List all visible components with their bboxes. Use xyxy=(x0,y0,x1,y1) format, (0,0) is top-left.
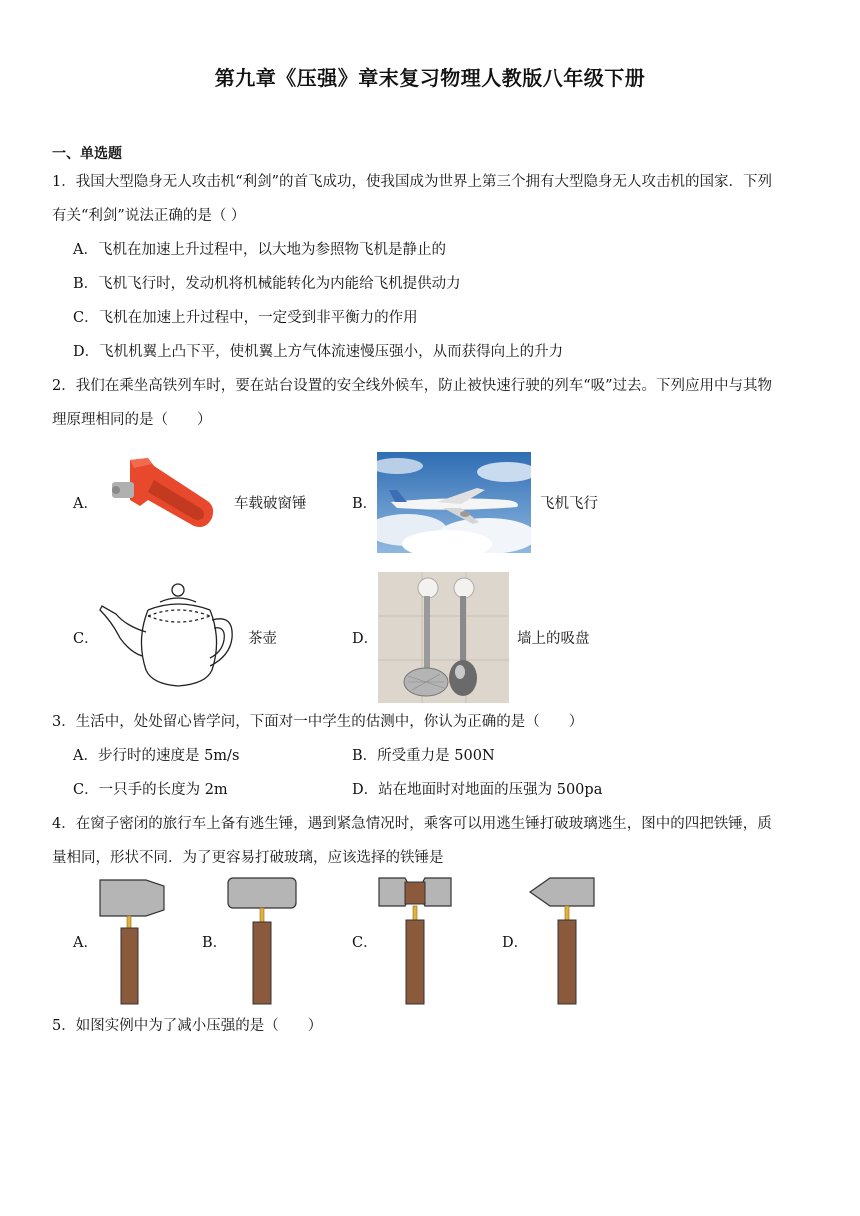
q1-option-b: B．飞机飞行时，发动机将机械能转化为内能给飞机提供动力 xyxy=(73,276,461,292)
car-window-hammer-image xyxy=(108,456,220,536)
q2-option-d-letter: D． xyxy=(352,631,379,647)
q3-stem: 3．生活中，处处留心皆学问，下面对一中学生的估测中，你认为正确的是（ ） xyxy=(52,714,584,730)
q5-stem: 5．如图实例中为了减小压强的是（ ） xyxy=(52,1018,323,1034)
q2-stem-line2: 理原理相同的是（ ） xyxy=(52,412,212,428)
q2-option-a-caption: 车载破窗锤 xyxy=(234,496,307,512)
q2-option-c-caption: 茶壶 xyxy=(248,631,277,647)
page-title: 第九章《压强》章末复习物理人教版八年级下册 xyxy=(214,66,646,90)
q1-option-a: A．飞机在加速上升过程中，以大地为参照物飞机是静止的 xyxy=(73,242,446,258)
q4-stem-line1: 4．在窗子密闭的旅行车上备有逃生锤，遇到紧急情况时，乘客可以用逃生锤打破玻璃逃生，图中的四把铁锤，质 xyxy=(52,816,772,832)
q4-option-b-letter: B． xyxy=(202,935,228,951)
q2-option-d-caption: 墙上的吸盘 xyxy=(517,631,590,647)
section-heading: 一、单选题 xyxy=(52,146,122,162)
hammer-d-image xyxy=(528,876,596,1006)
q4-stem-line2: 量相同，形状不同．为了更容易打破玻璃，应该选择的铁锤是 xyxy=(52,850,444,866)
q3-option-d: D．站在地面时对地面的压强为 500pa xyxy=(352,782,603,798)
suction-cup-image xyxy=(378,572,509,703)
q3-option-b: B．所受重力是 500N xyxy=(352,748,495,764)
q1-option-d: D．飞机机翼上凸下平，使机翼上方气体流速慢压强小，从而获得向上的升力 xyxy=(73,344,564,360)
hammer-a-image xyxy=(98,878,166,1006)
q4-option-c-letter: C． xyxy=(352,935,378,951)
q3-option-c: C．一只手的长度为 2m xyxy=(73,782,228,798)
hammer-c-image xyxy=(377,876,453,1006)
q2-option-b-letter: B． xyxy=(352,496,378,512)
teapot-image xyxy=(96,580,238,690)
q2-option-b-caption: 飞机飞行 xyxy=(540,496,598,512)
hammer-b-image xyxy=(226,876,298,1006)
q1-option-c: C．飞机在加速上升过程中，一定受到非平衡力的作用 xyxy=(73,310,418,326)
q1-stem-line1: 1．我国大型隐身无人攻击机“利剑”的首飞成功，使我国成为世界上第三个拥有大型隐身无人攻击机的国家．下列 xyxy=(52,174,773,190)
airplane-image xyxy=(377,452,531,553)
q4-option-d-letter: D． xyxy=(502,935,529,951)
q4-option-a-letter: A． xyxy=(73,935,98,951)
q2-stem-line1: 2．我们在乘坐高铁列车时，要在站台设置的安全线外候车，防止被快速行驶的列车“吸”过去。下列应用中与其物 xyxy=(52,378,773,394)
q1-stem-line2: 有关“利剑”说法正确的是（ ） xyxy=(52,208,246,224)
q2-option-a-letter: A． xyxy=(73,496,98,512)
q3-option-a: A．步行时的速度是 5m/s xyxy=(73,748,240,764)
q2-option-c-letter: C． xyxy=(73,631,99,647)
